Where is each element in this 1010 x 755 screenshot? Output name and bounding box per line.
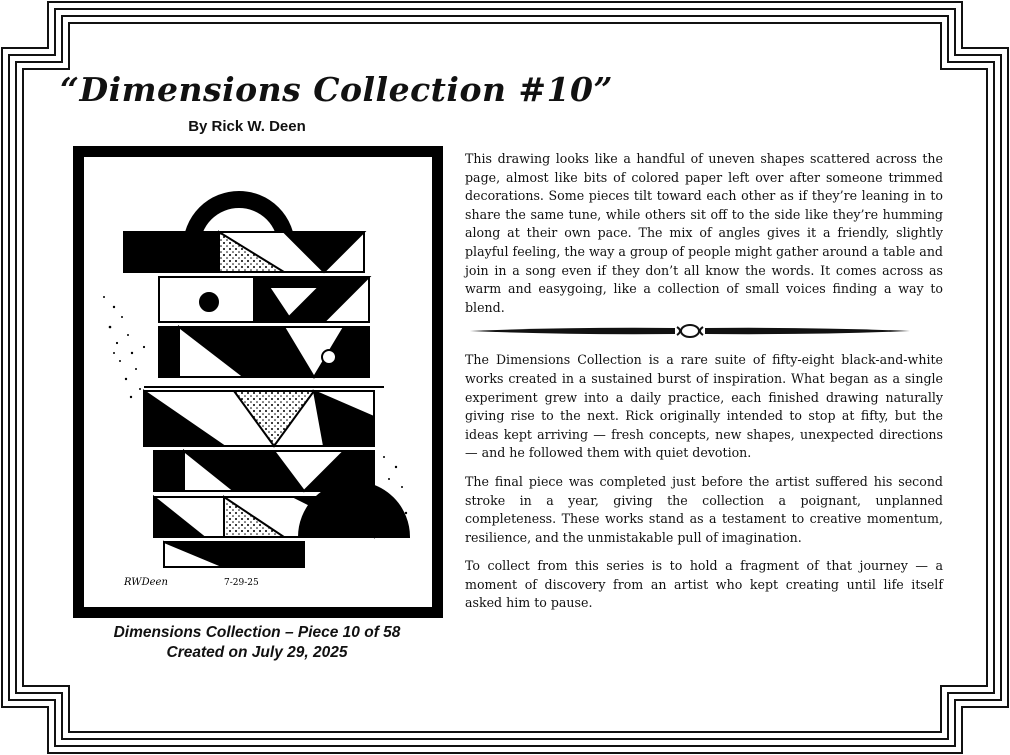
artwork-mat (84, 157, 432, 607)
caption-created-date: Created on July 29, 2025 (166, 644, 348, 661)
description-paragraph: The Dimensions Collection is a rare suite of fifty-eight black-and-white works created in a sustained burst of inspiration. What began as a single experiment grew into a daily practice, each finished drawing naturally giving rise to the next. Rick originally intended to stop at fifty, but the ideas kept arriving — fresh concepts, new shapes, unexpected directions — and he followed them with quiet devotion. (465, 352, 943, 461)
caption-piece-number: Dimensions Collection – Piece 10 of 58 (113, 624, 401, 641)
description-paragraph: To collect from this series is to hold a fragment of that journey — a moment of discovery from an artist who kept creating until life itself asked him to pause. (465, 558, 943, 611)
ornamental-divider (465, 323, 915, 339)
description-paragraph: This drawing looks like a handful of uneven shapes scattered across the page, almost like bits of colored paper left over after someone trimmed decorations. Some pieces tilt toward each other as if they’re leaning in to share the same tune, while others sit off to the side like they’re humming along at their own pace. The mix of angles gives it a friendly, slightly playful feeling, the way a group of people might gather around a table and join in a song even if they don’t all know the words. It comes across as warm and easygoing, like a collection of small voices finding a way to blend. (465, 151, 943, 315)
artist-byline: By Rick W. Deen (188, 118, 306, 135)
page-title: “Dimensions Collection #10” (60, 70, 613, 109)
artwork-frame (73, 146, 443, 618)
description-paragraph: The final piece was completed just before the artist suffered his second stroke in a year, giving the collection a poignant, unplanned completeness. These works stand as a testament to creative momentum, resilience, and the unmistakable pull of imagination. (465, 473, 943, 545)
artwork-caption (72, 623, 442, 663)
svg-text:RWDeen: RWDeen (124, 577, 168, 588)
description-text (465, 150, 943, 623)
abstract-artwork-image (84, 157, 432, 607)
svg-text:7-29-25: 7-29-25 (224, 578, 259, 588)
